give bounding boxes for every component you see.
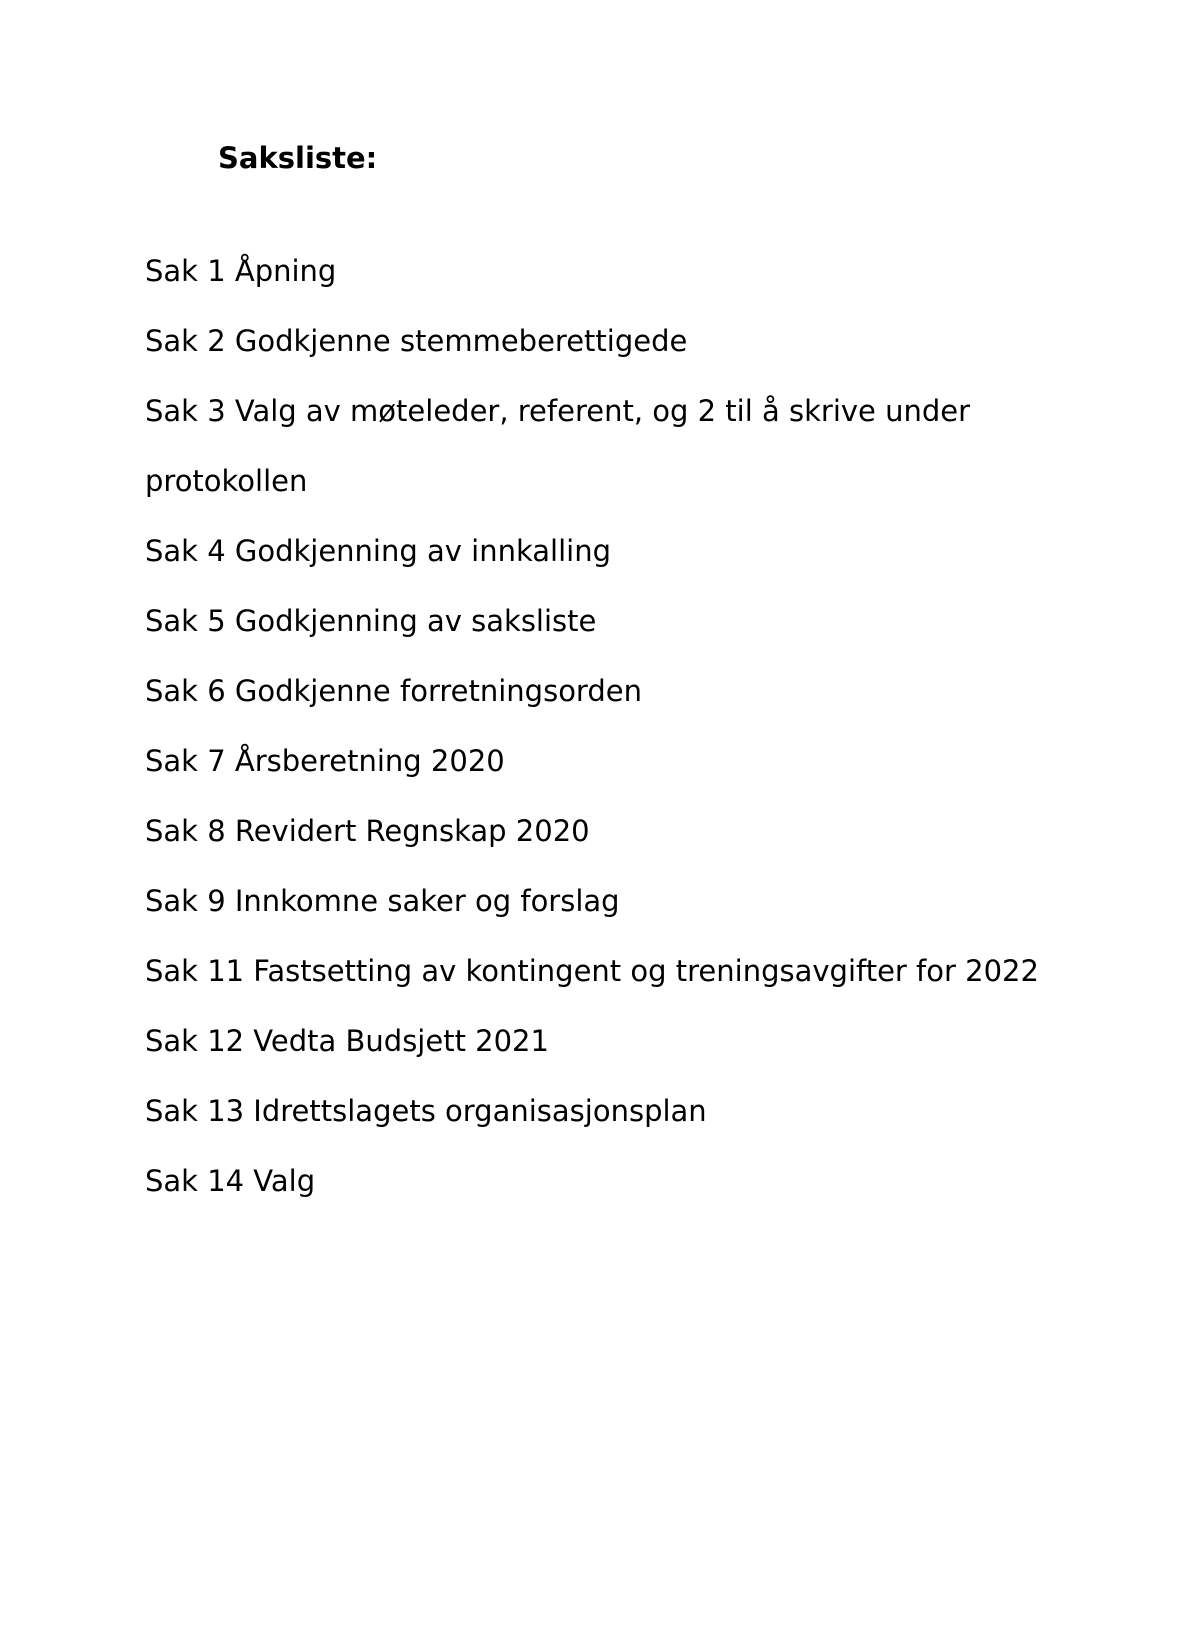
agenda-list	[145, 236, 1145, 1216]
agenda-item: Sak 4 Godkjenning av innkalling	[145, 534, 611, 568]
page-title: Saksliste:	[218, 141, 378, 175]
agenda-item: Sak 7 Årsberetning 2020	[145, 744, 505, 778]
agenda-item: Sak 13 Idrettslagets organisasjonsplan	[145, 1094, 707, 1128]
agenda-item: Sak 8 Revidert Regnskap 2020	[145, 814, 590, 848]
agenda-item: Sak 1 Åpning	[145, 254, 337, 288]
agenda-item: Sak 9 Innkomne saker og forslag	[145, 884, 620, 918]
agenda-item: Sak 5 Godkjenning av saksliste	[145, 604, 597, 638]
agenda-item: Sak 2 Godkjenne stemmeberettigede	[145, 324, 688, 358]
agenda-item: Sak 3 Valg av møteleder, referent, og 2 til å skrive under	[145, 394, 971, 428]
agenda-item: Sak 14 Valg	[145, 1164, 316, 1198]
agenda-item-continuation: protokollen	[145, 464, 308, 498]
agenda-item: Sak 12 Vedta Budsjett 2021	[145, 1024, 549, 1058]
agenda-item: Sak 6 Godkjenne forretningsorden	[145, 674, 642, 708]
agenda-item: Sak 11 Fastsetting av kontingent og treningsavgifter for 2022	[145, 954, 1039, 988]
